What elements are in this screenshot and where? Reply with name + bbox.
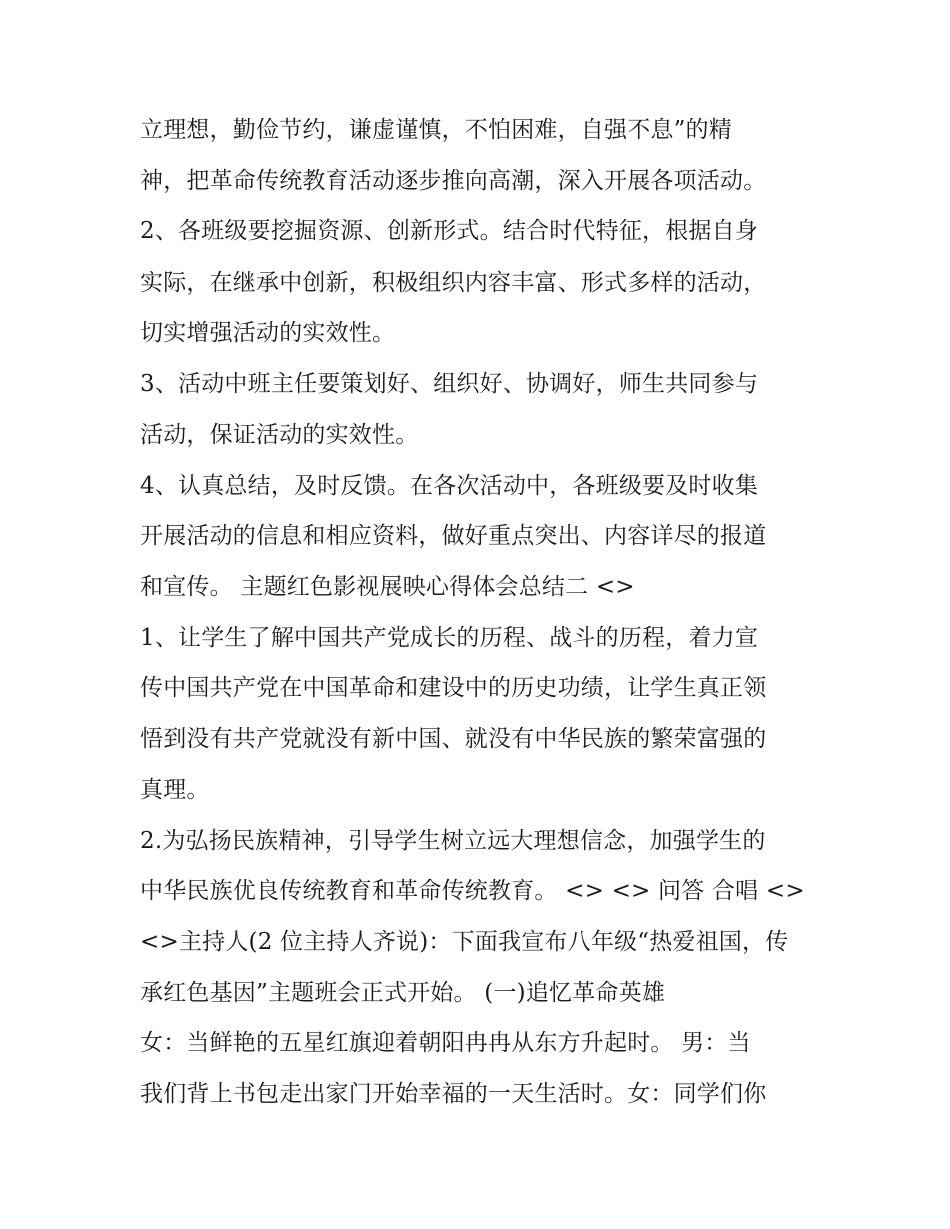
text-line: 和宣传。 主题红色影视展映心得体会总结二 <> bbox=[140, 574, 635, 600]
text-line: 中华民族优良传统教育和革命传统教育。 <> <> 问答 合唱 <> bbox=[140, 878, 805, 904]
text-line: 神，把革命传统教育活动逐步推向高潮，深入开展各项活动。 bbox=[140, 168, 767, 194]
text-line: <>主持人(2 位主持人齐说)：下面我宣布八年级“热爱祖国，传 bbox=[140, 929, 789, 955]
text-line: 立理想，勤俭节约，谦虚谨慎，不怕困难，自强不息”的精 bbox=[140, 117, 732, 143]
text-line: 我们背上书包走出家门开始幸福的一天生活时。女：同学们你 bbox=[140, 1081, 767, 1107]
text-line: 切实增强活动的实效性。 bbox=[140, 320, 396, 346]
text-line: 真理。 bbox=[140, 777, 210, 803]
text-line: 4、认真总结，及时反馈。在各次活动中，各班级要及时收集 bbox=[140, 473, 759, 499]
text-line: 承红色基因”主题班会正式开始。 (一)追忆革命英雄 bbox=[140, 980, 666, 1006]
text-line: 女：当鲜艳的五星红旗迎着朝阳冉冉从东方升起时。 男：当 bbox=[140, 1030, 751, 1056]
text-line: 活动，保证活动的实效性。 bbox=[140, 422, 419, 448]
text-line: 1、让学生了解中国共产党成长的历程、战斗的历程，着力宣 bbox=[140, 625, 759, 651]
text-line: 传中国共产党在中国革命和建设中的历史功绩，让学生真正领 bbox=[140, 675, 767, 701]
text-line: 2、各班级要挖掘资源、创新形式。结合时代特征，根据自身 bbox=[140, 218, 759, 244]
text-line: 开展活动的信息和相应资料，做好重点突出、内容详尽的报道 bbox=[140, 523, 767, 549]
text-line: 实际，在继承中创新，积极组织内容丰富、形式多样的活动， bbox=[140, 270, 767, 296]
text-line: 3、活动中班主任要策划好、组织好、协调好，师生共同参与 bbox=[140, 371, 759, 397]
text-line: 悟到没有共产党就没有新中国、就没有中华民族的繁荣富强的 bbox=[140, 726, 767, 752]
text-line: 2.为弘扬民族精神，引导学生树立远大理想信念，加强学生的 bbox=[140, 828, 766, 854]
